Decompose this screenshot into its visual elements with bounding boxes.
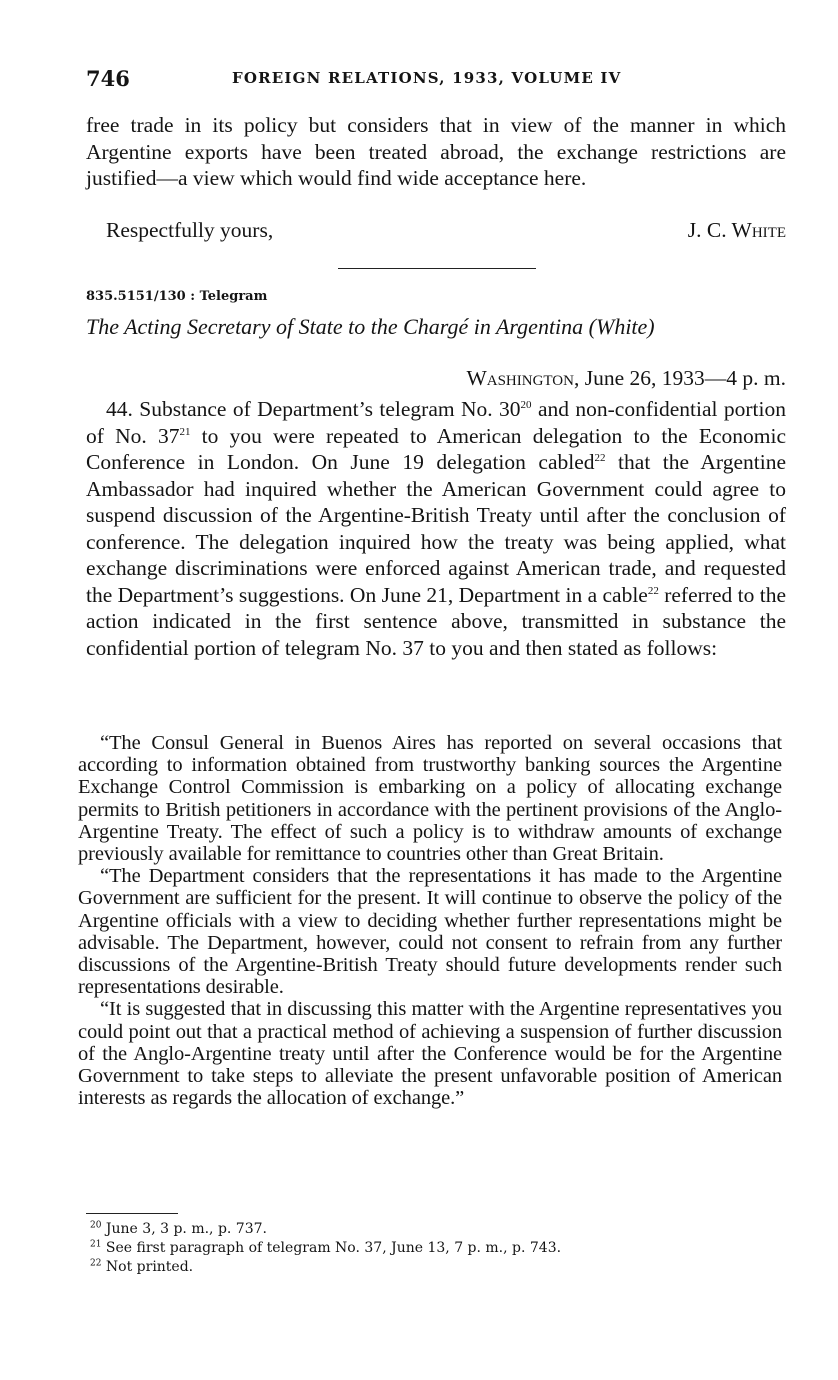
footnote-ref-22a[interactable]: 22	[594, 451, 606, 464]
quoted-paragraph: “The Department considers that the representations it has made to the Argentine Government are sufficient for the present. It will continue to observe the policy of the Argentine officials with a view to deciding whether further representations might be advisable. The Department, however, could not consent to refrain from any further discussions of the Argentine-British Treaty should future developments render such representations desirable.	[78, 865, 782, 999]
para-part-5: referred to the action indicated in the first sentence above, transmitted in substance the confidential portion of telegram No. 37 to you and then stated as follows:	[86, 582, 786, 660]
signature: J. C. White	[687, 218, 786, 242]
quoted-paragraph: “The Consul General in Buenos Aires has reported on several occasions that according to information obtained from trustworthy banking sources the Argentine Exchange Control Commission is embarking on a policy of allocating exchange permits to British petitioners in accordance with the pertinent provisions of the Anglo-Argentine Treaty. The effect of such a policy is to withdraw amounts of exchange previously available for remittance to countries other than Great Britain.	[78, 732, 782, 866]
footnote	[90, 1258, 790, 1277]
telegram-body	[86, 396, 786, 661]
telegram-paragraph	[86, 396, 786, 661]
footnote	[90, 1239, 790, 1258]
previous-letter-text: free trade in its policy but considers that in view of the manner in which Argentine exports have been treated abroad, the exchange restrictions are justified—a view which would find wide acceptance here.	[86, 113, 786, 190]
page-number: 746	[86, 66, 130, 91]
quoted-message	[78, 732, 782, 1109]
footnote-mark: 22	[90, 1258, 102, 1269]
quoted-paragraph: “It is suggested that in discussing this matter with the Argentine representatives you could point out that a practical method of achieving a suspension of further discussion of the Anglo-Argentine treaty until after the Conference would be for the Argentine Government to take steps to alleviate the present unfavorable position of American interests as regards the allocation of exchange.”	[78, 998, 782, 1110]
footnote-mark: 21	[90, 1239, 102, 1250]
para-part-3: to you were repeated to American delegation to the Economic Conference in London. On June 19 delegation cabled	[86, 423, 786, 474]
footnote-rule	[86, 1213, 178, 1214]
previous-letter-conclusion	[86, 112, 786, 192]
closing-row	[86, 218, 786, 246]
footnote-text: June 3, 3 p. m., p. 737.	[105, 1221, 267, 1237]
footnote	[90, 1220, 790, 1239]
document-heading: The Acting Secretary of State to the Chargé in Argentina (White)	[86, 314, 655, 339]
dateline-date: June 26, 1933—4 p. m.	[584, 366, 786, 390]
footnote-mark: 20	[90, 1220, 102, 1231]
dateline	[466, 366, 786, 391]
dateline-sep: ,	[573, 366, 585, 390]
footnote-text: Not printed.	[105, 1259, 194, 1275]
footnote-text: See first paragraph of telegram No. 37, June 13, 7 p. m., p. 743.	[105, 1240, 562, 1256]
closing: Respectfully yours,	[106, 218, 274, 242]
section-divider	[338, 268, 536, 269]
footnote-ref-21[interactable]: 21	[179, 425, 191, 438]
para-part-2: and non-confidential portion of No. 37	[86, 397, 786, 448]
para-part-4: that the Argentine Ambassador had inquired whether the American Government could agree to suspend discussion of the Argentine-British Treaty until after the conclusion of conference. The delegation inquired how the treaty was being applied, what exchange discriminations were enforced against American trade, and requested the Department’s suggestions. On June 21, Department in a cable	[86, 450, 786, 607]
footnotes	[90, 1220, 790, 1277]
running-title: FOREIGN RELATIONS, 1933, VOLUME IV	[232, 69, 622, 87]
running-head	[86, 66, 786, 90]
para-part-1: 44. Substance of Department’s telegram No. 30	[106, 397, 521, 421]
footnote-ref-22b[interactable]: 22	[647, 584, 659, 597]
footnote-ref-20[interactable]: 20	[520, 398, 532, 411]
dateline-place: Washington	[466, 366, 574, 390]
file-reference: 835.5151/130 : Telegram	[86, 289, 268, 304]
